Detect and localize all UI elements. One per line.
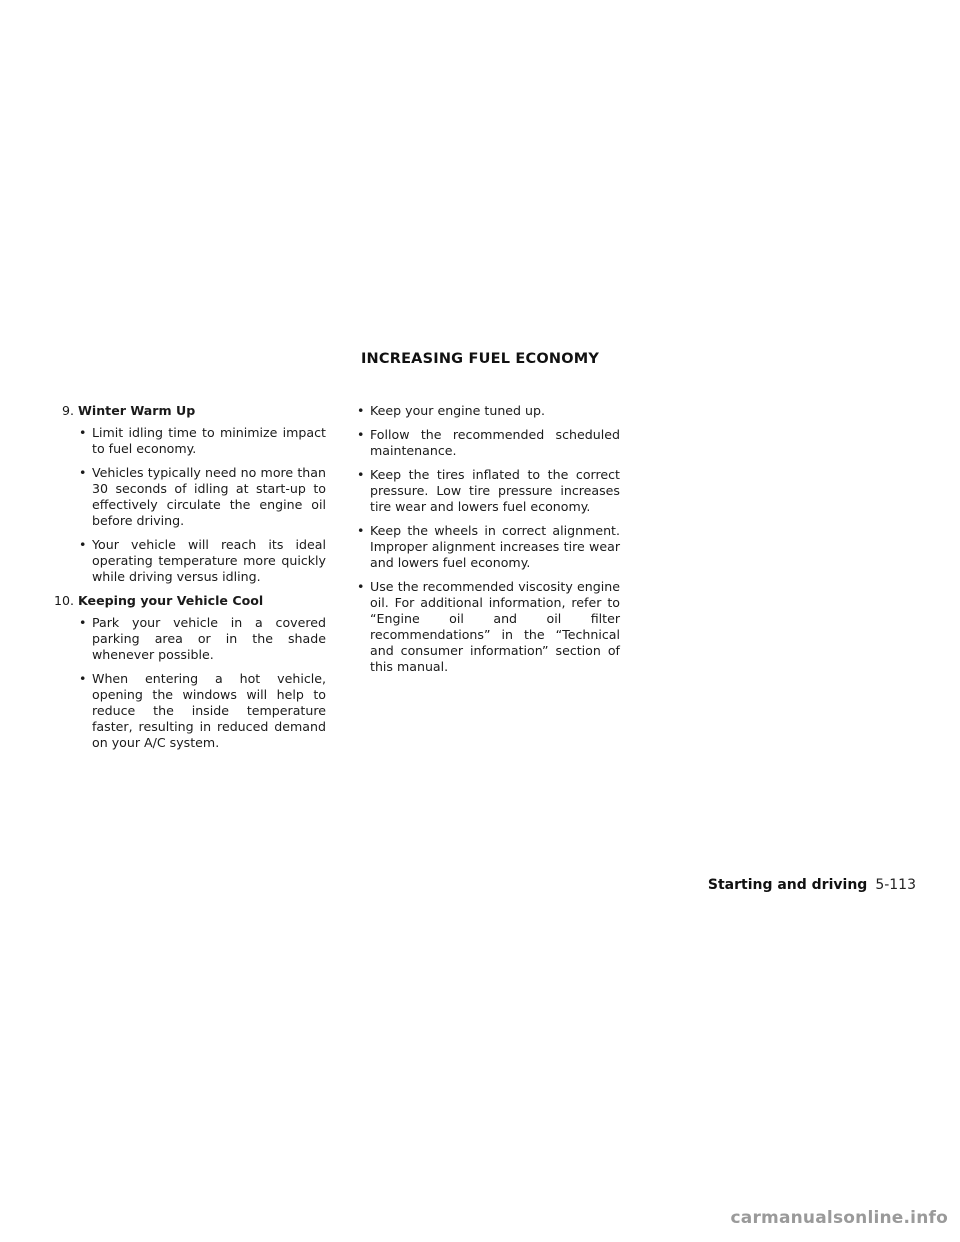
- bullet-icon: •: [79, 615, 87, 630]
- bullet-icon: •: [357, 403, 365, 418]
- list-item: • Limit idling time to minimize impact to fuel economy.: [79, 425, 326, 456]
- bullet-icon: •: [79, 537, 87, 552]
- bullet-icon: •: [79, 465, 87, 480]
- list-item: • Park your vehicle in a covered parking area or in the shade whenever possible.: [79, 615, 326, 662]
- list-item: • Keep your engine tuned up.: [357, 403, 546, 418]
- list-item: • Keep the wheels in correct alignment. Improper alignment increases tire wear and lowers fuel economy.: [357, 523, 620, 570]
- numbered-item-9: [50, 403, 326, 585]
- numbered-item-10: [50, 593, 326, 751]
- left-column: [50, 403, 326, 759]
- item-heading: Winter Warm Up: [78, 403, 196, 418]
- list-item: • When entering a hot vehicle, opening the windows will help to reduce the inside temperature faster, resulting in reduced demand on your A/C system.: [79, 671, 326, 750]
- item-heading: Keeping your Vehicle Cool: [78, 593, 264, 608]
- list-item: • Keep the tires inflated to the correct pressure. Low tire pressure increases tire wear and lowers fuel economy.: [357, 467, 620, 514]
- sub-bullet-list: [78, 615, 326, 751]
- right-column: [356, 403, 620, 683]
- tips-bullet-list: [356, 403, 620, 675]
- bullet-icon: •: [357, 579, 365, 594]
- list-item: • Use the recommended viscosity engine oil. For additional information, refer to “Engine oil and oil filter recommendations” in the “Technical and consumer information” section of this manual.: [357, 579, 620, 674]
- bullet-icon: •: [357, 523, 365, 538]
- item-number: 9.: [61, 403, 74, 418]
- bullet-icon: •: [79, 425, 87, 440]
- list-item: • Your vehicle will reach its ideal operating temperature more quickly while driving versus idling.: [79, 537, 326, 584]
- list-item: • Follow the recommended scheduled maintenance.: [357, 427, 620, 458]
- bullet-icon: •: [79, 671, 87, 686]
- bullet-icon: •: [357, 467, 365, 482]
- page-number: 5-113: [875, 877, 916, 893]
- bullet-icon: •: [357, 427, 365, 442]
- section-title: INCREASING FUEL ECONOMY: [360, 351, 600, 367]
- list-item: • Vehicles typically need no more than 30 seconds of idling at start-up to effectively circulate the engine oil before driving.: [79, 465, 326, 528]
- page-footer: [708, 877, 916, 893]
- sub-bullet-list: [78, 425, 326, 585]
- watermark: carmanualsonline.info: [730, 1208, 948, 1228]
- footer-section-name: Starting and driving: [707, 877, 868, 893]
- item-number: 10.: [53, 593, 74, 608]
